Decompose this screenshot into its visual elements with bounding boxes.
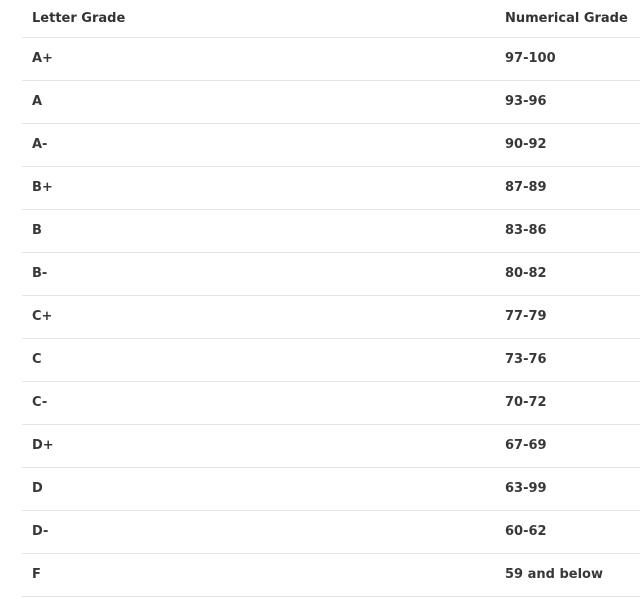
table-row [22,338,640,381]
letter-grade-cell: B [22,209,495,252]
table-row [22,381,640,424]
letter-grade-cell: B- [22,252,495,295]
table-row [22,37,640,80]
table-row [22,209,640,252]
numerical-grade-cell: 63-99 [495,467,640,510]
column-header-numerical-grade: Numerical Grade [495,0,640,37]
letter-grade-cell: C- [22,381,495,424]
letter-grade-cell: D+ [22,424,495,467]
numerical-grade-cell: 73-76 [495,338,640,381]
letter-grade-cell: A [22,80,495,123]
table-row [22,467,640,510]
header-row [22,0,640,37]
letter-grade-cell: C+ [22,295,495,338]
numerical-grade-cell: 80-82 [495,252,640,295]
column-header-letter-grade: Letter Grade [22,0,495,37]
numerical-grade-cell: 60-62 [495,510,640,553]
table-row [22,295,640,338]
letter-grade-cell: F [22,553,495,596]
table-body [22,37,640,596]
letter-grade-cell: B+ [22,166,495,209]
table-row [22,510,640,553]
numerical-grade-cell: 67-69 [495,424,640,467]
letter-grade-cell: D- [22,510,495,553]
letter-grade-cell: C [22,338,495,381]
table-header [22,0,640,37]
numerical-grade-cell: 87-89 [495,166,640,209]
table-row [22,80,640,123]
numerical-grade-cell: 90-92 [495,123,640,166]
letter-grade-cell: A+ [22,37,495,80]
numerical-grade-cell: 97-100 [495,37,640,80]
numerical-grade-cell: 93-96 [495,80,640,123]
letter-grade-cell: A- [22,123,495,166]
letter-grade-cell: D [22,467,495,510]
table-row [22,252,640,295]
grade-table [22,0,640,597]
table-row [22,166,640,209]
numerical-grade-cell: 83-86 [495,209,640,252]
numerical-grade-cell: 77-79 [495,295,640,338]
table-row [22,553,640,596]
numerical-grade-cell: 70-72 [495,381,640,424]
table-row [22,123,640,166]
numerical-grade-cell: 59 and below [495,553,640,596]
table-row [22,424,640,467]
